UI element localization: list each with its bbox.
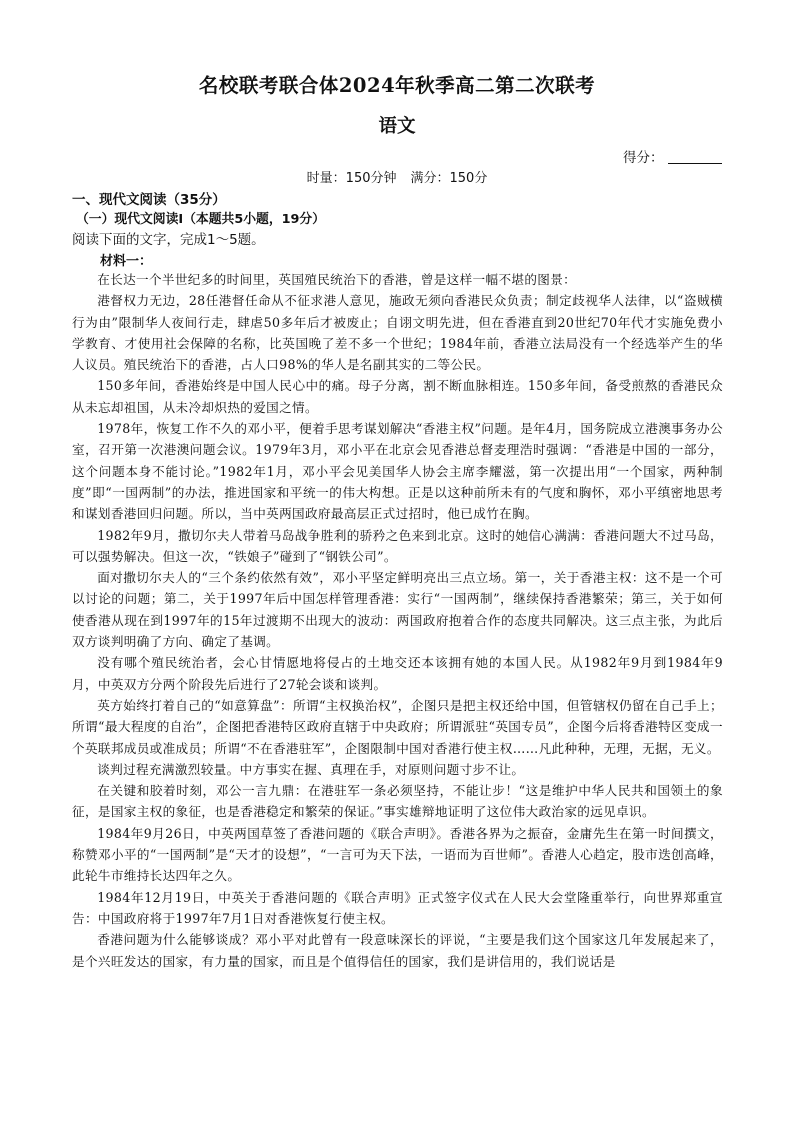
paragraph: 在长达一个半世纪多的时间里，英国殖民统治下的香港，曾是这样一幅不堪的图景：: [97, 272, 577, 287]
paragraph: 1984年9月26日，中英两国草签了香港问题的《联合声明》。香港各界为之振奋，金庸先生在第一时间撰文，称赞邓小平的“一国两制”是“天才的设想”，“一言可为天下法，一语而为百世师”。香港人心趋定，股市迭创高峰，此轮牛市维持长达四年之久。: [72, 825, 723, 884]
exam-full-score: 满分：150分: [410, 171, 488, 186]
exam-title: 名校联考联合体2024年秋季高二第二次联考: [198, 74, 596, 97]
exam-meta: [0, 167, 794, 186]
reading-instruction: 阅读下面的文字，完成1～5题。: [72, 232, 265, 248]
score-blank: [668, 149, 722, 164]
material-label: 材料一：: [100, 254, 153, 269]
score-field: [623, 146, 722, 166]
paragraph: 1982年9月，撒切尔夫人带着马岛战争胜利的骄矜之色来到北京。这时的她信心满满：香港问题大不过马岛，可以强势解决。但这一次，“铁娘子”碰到了“钢铁公司”。: [72, 527, 723, 564]
paragraph: 1978年，恢复工作不久的邓小平，便着手思考谋划解决“香港主权”问题。是年4月，国务院成立港澳事务办公室，召开第一次港澳问题会议。1979年3月，邓小平在北京会见香港总督麦理浩时强调：“香港是中国的一部分，这个问题本身不能讨论。”1982年1月，邓小平会见美国华人协会主席李耀滋，第一次提出用“一个国家，两种制度”即“一国两制”的办法，推进国家和平统一的伟大构想。正是以这种前所未有的气度和胸怀，邓小平缜密地思考和谋划香港回归问题。所以，当中英两国政府最高层正式过招时，他已成竹在胸。: [72, 421, 723, 522]
paragraph: 香港问题为什么能够谈成？邓小平对此曾有一段意味深长的评说，“主要是我们这个国家这几年发展起来了，是个兴旺发达的国家，有力量的国家，而且是个值得信任的国家，我们是讲信用的，我们说话是: [72, 932, 723, 969]
paragraph: 谈判过程充满激烈较量。中方事实在握、真理在手，对原则问题寸步不让。: [97, 761, 525, 777]
paragraph: 港督权力无边，28任港督任命从不征求港人意见，施政无须向香港民众负责；制定歧视华人法律，以“盗贼横行为由”限制华人夜间行走，肆虐50多年后才被废止；自诩文明先进，但在香港直到20世纪70年代才实施免费小学教育、才使用社会保障的名称，比英国晚了差不多一个世纪；1984年前，香港立法局没有一个经选举产生的华人议员。殖民统治下的香港，占人口98%的华人是名副其实的二等公民。: [72, 293, 723, 373]
paragraph: 英方始终打着自己的“如意算盘”：所谓“主权换治权”，企图只是把主权还给中国，但管辖权仍留在自己手上；所谓“最大程度的自治”，企图把香港特区政府直辖于中央政府；所谓派驻“英国专员”，企图今后将香港特区变成一个英联邦成员或准成员；所谓“不在香港驻军”，企图限制中国对香港行使主权……凡此种种，无理，无据，无义。: [72, 697, 723, 756]
score-label: 得分：: [623, 150, 664, 166]
paragraph: 在关键和胶着时刻，邓公一言九鼎：在港驻军一条必须坚持，不能让步！“这是维护中华人民共和国领土的象征，是国家主权的象征，也是香港稳定和繁荣的保证。”事实雄辩地证明了这位伟大政治家的远见卓识。: [72, 783, 723, 820]
paragraph: 1984年12月19日，中英关于香港问题的《联合声明》正式签字仪式在人民大会堂隆重举行，向世界郑重宣告：中国政府将于1997年7月1日对香港恢复行使主权。: [72, 889, 723, 926]
paragraph: 面对撒切尔夫人的“三个条约依然有效”，邓小平坚定鲜明亮出三点立场。第一，关于香港主权：这不是一个可以讨论的问题；第二，关于1997年后中国怎样管理香港：实行“一国两制”，继续保持香港繁荣；第三，关于如何使香港从现在到1997年的15年过渡期不出现大的波动：两国政府抱着合作的态度共同解决。这三点主张，为此后双方谈判明确了方向、确定了基调。: [72, 570, 723, 650]
paragraph: 150多年间，香港始终是中国人民心中的痛。母子分离，割不断血脉相连。150多年间，备受煎熬的香港民众从未忘却祖国，从未冷却炽热的爱国之情。: [72, 378, 723, 415]
exam-time: 时量：150分钟: [306, 171, 397, 186]
subject-title: 语文: [378, 116, 416, 137]
article-body: [72, 269, 723, 972]
paragraph: 没有哪个殖民统治者，会心甘情愿地将侵占的土地交还本该拥有她的本国人民。从1982年9月到1984年9月，中英双方分两个阶段先后进行了27轮会谈和谈判。: [72, 655, 723, 692]
section-subheading: （一）现代文阅读Ⅰ（本题共5小题，19分）: [76, 212, 326, 227]
section-heading: 一、现代文阅读（35分）: [72, 192, 226, 208]
